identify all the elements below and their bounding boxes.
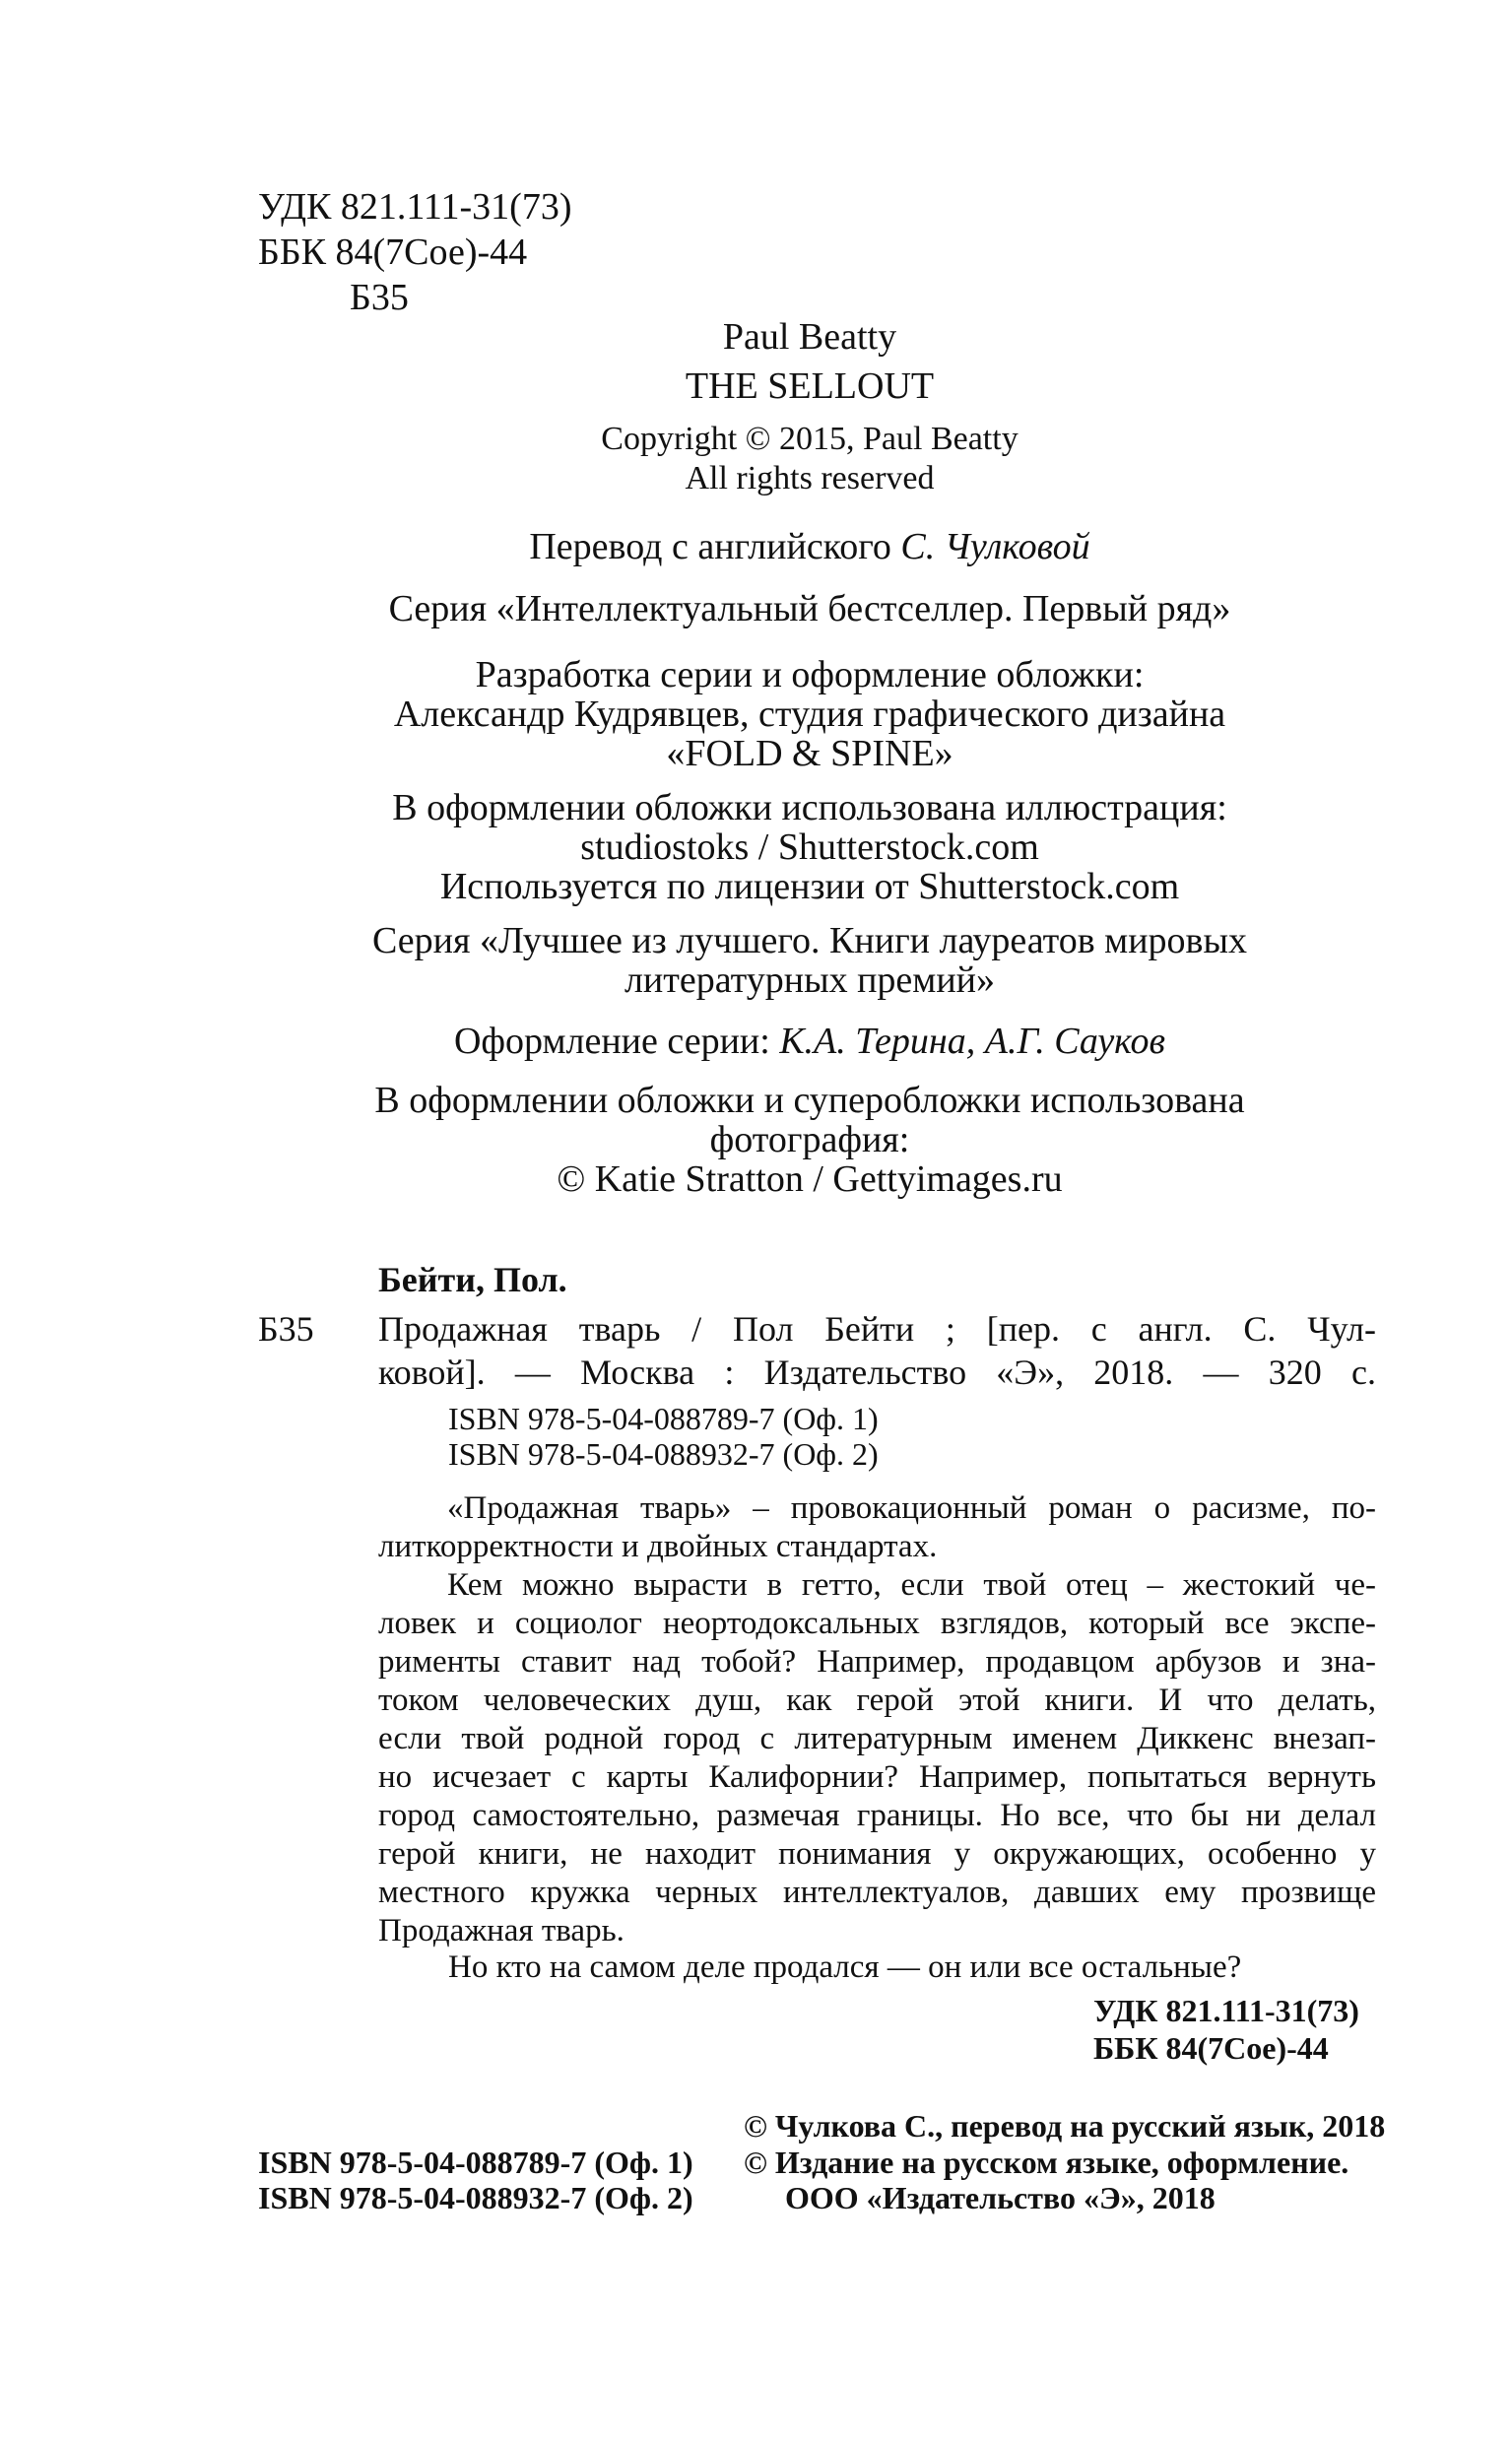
series-2-designers: К.А. Терина, А.Г. Сауков bbox=[779, 1021, 1166, 1062]
footer-isbn-2: ISBN 978-5-04-088932-7 (Оф. 2) bbox=[258, 2180, 693, 2215]
catalog-entry-line-1: Продажная тварь / Пол Бейти ; [пер. с англ. С. Чул- bbox=[378, 1309, 1376, 1349]
catalog-mark: Б35 bbox=[258, 1309, 314, 1349]
series-2-design-label: Оформление серии: bbox=[453, 1021, 770, 1062]
udk-code: УДК 821.111-31(73) bbox=[258, 186, 572, 228]
original-title: THE SELLOUT bbox=[685, 365, 935, 407]
cover-illustration-line-3: Используется по лицензии от Shutterstock.com bbox=[439, 866, 1180, 907]
annotation-p2-line: ловек и социолог неортодоксальных взглядов, который все экспе- bbox=[378, 1606, 1376, 1641]
photo-credit-line-2: фотография: bbox=[709, 1119, 910, 1160]
series-design-credit bbox=[258, 655, 1361, 773]
annotation-udk: УДК 821.111-31(73) bbox=[1093, 1993, 1359, 2028]
catalog-isbn-1: ISBN 978-5-04-088789-7 (Оф. 1) bbox=[448, 1401, 879, 1436]
annotation-p1-line: «Продажная тварь» – провокационный роман о расизме, по- bbox=[447, 1490, 1376, 1526]
series-2-design-credit bbox=[258, 1022, 1361, 1061]
series-1: Серия «Интеллектуальный бестселлер. Первый ряд» bbox=[388, 588, 1231, 629]
series-2-line-1: Серия «Лучшее из лучшего. Книги лауреатов мировых bbox=[371, 920, 1248, 961]
annotation-p2-line: рименты ставит над тобой? Например, продавцом арбузов и зна- bbox=[378, 1644, 1376, 1680]
series-design-line-3: «FOLD & SPINE» bbox=[666, 733, 953, 774]
series-2-line-2: литературных премий» bbox=[624, 959, 996, 1001]
translation-label: Перевод с английского bbox=[529, 526, 891, 567]
annotation-paragraph-3: Но кто на самом деле продался — он или все остальные? bbox=[448, 1949, 1242, 1985]
annotation-bbk: ББК 84(7Сое)-44 bbox=[1093, 2030, 1329, 2066]
annotation-p2-line: но исчезает с карты Калифорнии? Например, попытаться вернуть bbox=[378, 1759, 1376, 1795]
footer-isbn-1: ISBN 978-5-04-088789-7 (Оф. 1) bbox=[258, 2145, 693, 2180]
catalog-author-heading: Бейти, Пол. bbox=[378, 1260, 567, 1299]
cover-illustration-line-1: В оформлении обложки использована иллюстрация: bbox=[392, 787, 1227, 828]
annotation-p2-line: если твой родной город с литературным именем Диккенс внезап- bbox=[378, 1721, 1376, 1756]
annotation-p1-line: литкорректности и двойных стандартах. bbox=[378, 1529, 938, 1564]
original-edition bbox=[258, 317, 1361, 498]
cover-illustration-line-2: studiostoks / Shutterstock.com bbox=[580, 826, 1039, 868]
annotation-p2-line: местного кружка черных интеллектуалов, давших ему прозвище bbox=[378, 1875, 1376, 1910]
series-design-line-2: Александр Кудрявцев, студия графического дизайна bbox=[393, 693, 1226, 735]
original-rights: All rights reserved bbox=[685, 460, 935, 496]
bbk-code: ББК 84(7Сое)-44 bbox=[258, 231, 528, 273]
catalog-isbn-2: ISBN 978-5-04-088932-7 (Оф. 2) bbox=[448, 1436, 879, 1472]
original-author: Paul Beatty bbox=[722, 316, 897, 358]
series-2 bbox=[258, 921, 1361, 1000]
annotation-p2-line: герой книги, не находит понимания у окружающих, особенно у bbox=[378, 1836, 1376, 1872]
photo-credit bbox=[258, 1081, 1361, 1199]
annotation-p2-line: током человеческих душ, как герой этой книги. И что делать, bbox=[378, 1683, 1376, 1718]
catalog-entry bbox=[378, 1307, 1376, 1394]
series-design-line-1: Разработка серии и оформление обложки: bbox=[475, 654, 1145, 695]
cover-illustration-credit bbox=[258, 788, 1361, 906]
photo-credit-line-3: © Katie Stratton / Gettyimages.ru bbox=[557, 1158, 1063, 1200]
footer-copyright-edition: © Издание на русском языке, оформление. bbox=[744, 2145, 1349, 2180]
photo-credit-line-1: В оформлении обложки и суперобложки использована bbox=[374, 1080, 1245, 1121]
author-mark: Б35 bbox=[350, 277, 409, 318]
annotation-p2-line: город самостоятельно, размечая границы. Но все, что бы ни делал bbox=[378, 1798, 1376, 1833]
translator-name: С. Чулковой bbox=[900, 526, 1090, 567]
annotation-paragraph-2 bbox=[378, 1566, 1376, 1950]
annotation-paragraph-1 bbox=[378, 1489, 1376, 1566]
annotation-p2-line: Продажная тварь. bbox=[378, 1913, 625, 1948]
footer-copyright-publisher: ООО «Издательство «Э», 2018 bbox=[785, 2180, 1216, 2215]
catalog-entry-line-2: ковой]. — Москва : Издательство «Э», 2018. — 320 с. bbox=[378, 1353, 1376, 1392]
footer-copyright-translation: © Чулкова С., перевод на русский язык, 2018 bbox=[744, 2108, 1386, 2144]
original-copyright: Copyright © 2015, Paul Beatty bbox=[601, 421, 1019, 457]
annotation-p2-line: Кем можно вырасти в гетто, если твой отец – жестокий че- bbox=[447, 1567, 1376, 1603]
translation-credit bbox=[258, 527, 1361, 566]
